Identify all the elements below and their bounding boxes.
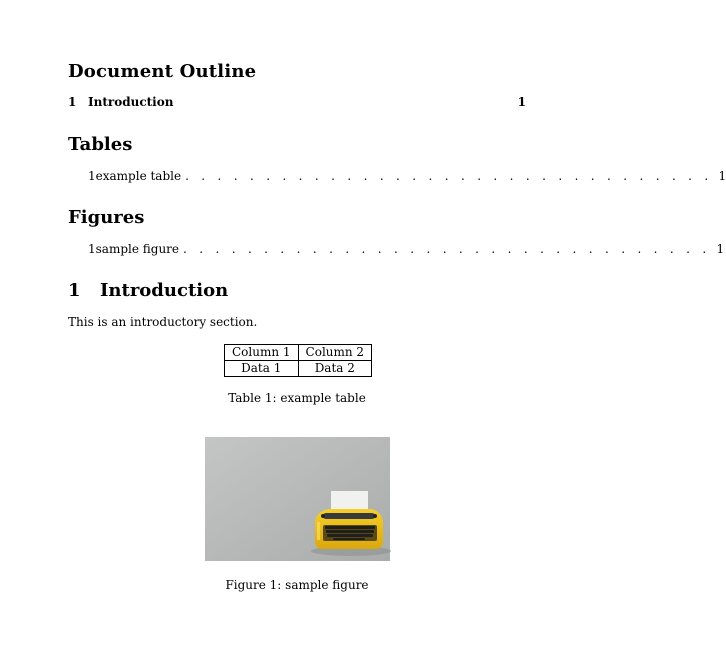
figures-entry-number: 1 (88, 242, 96, 256)
example-table (224, 344, 372, 377)
figures-list-entry[interactable] (88, 242, 725, 256)
table-cell: Data 2 (298, 361, 372, 377)
table-row (225, 345, 372, 361)
tables-entry-title: example table (95, 169, 182, 183)
typewriter-image (205, 437, 390, 561)
outline-entry-page: 1 (517, 95, 526, 109)
tables-heading: Tables (68, 134, 133, 155)
figure-caption: Figure 1: sample figure (225, 578, 369, 592)
figures-entry-title: sample figure (95, 242, 180, 256)
tables-entry-page: 1 (718, 169, 726, 183)
table-row (225, 361, 372, 377)
outline-heading: Document Outline (68, 61, 257, 82)
tables-list-entry[interactable] (88, 169, 726, 183)
figures-entry-page: 1 (716, 242, 725, 256)
section-heading (68, 280, 228, 301)
outline-entry-title: Introduction (88, 95, 174, 109)
outline-entry-number: 1 (68, 95, 77, 109)
section-title: Introduction (100, 280, 229, 301)
dot-leader: . . . . . . . . . . . . . . . . . . . . . . . . . . . . . . . . . (185, 169, 713, 183)
table-cell: Column 2 (298, 345, 372, 361)
dot-leader: . . . . . . . . . . . . . . . . . . . . . . . . . . . . . . . . . (183, 242, 711, 256)
table-cell: Column 1 (225, 345, 299, 361)
figures-heading: Figures (68, 207, 145, 228)
tables-entry-number: 1 (88, 169, 96, 183)
section-body-text: This is an introductory section. (68, 315, 258, 329)
outline-entry[interactable] (68, 95, 526, 109)
table-cell: Data 1 (225, 361, 299, 377)
section-number: 1 (68, 280, 81, 301)
table-caption: Table 1: example table (228, 391, 366, 405)
